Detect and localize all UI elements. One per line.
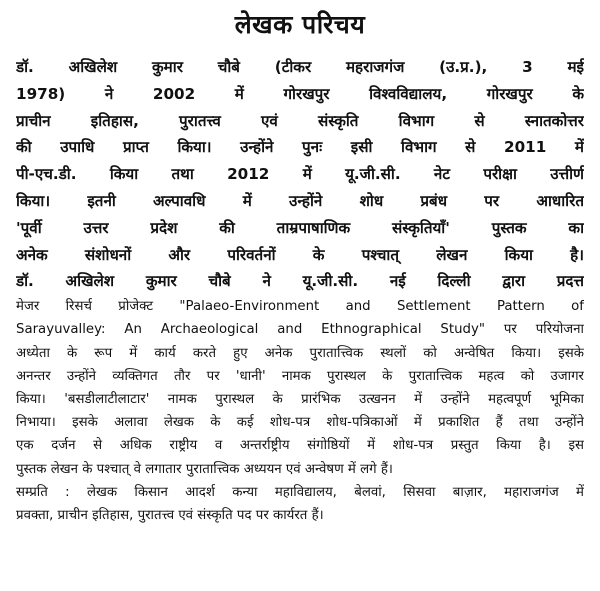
bold-text-line: पी-एच.डी. किया तथा 2012 में यू.जी.सी. नेट परीक्षा उत्तीर्ण — [16, 165, 584, 184]
page-title: लेखक परिचय — [234, 10, 366, 39]
bold-text-line: डॉ. अखिलेश कुमार चौबे (टीकर महराजगंज (उ.प्र.), 3 मई — [16, 58, 584, 76]
bold-text-line: डॉ. अखिलेश कुमार चौबे ने यू.जी.सी. नई दिल्ली द्वारा प्रदत्त — [16, 272, 584, 291]
regular-text-line: निभाया। इसके अलावा लेखक के कई शोध-पत्र शोध-पत्रिकाओं में प्रकाशित हैं तथा उन्होंने — [16, 415, 584, 431]
regular-text-line: अध्येता के रूप में कार्य करते हुए अनेक पुरातात्त्विक स्थलों को अन्वेषित किया। इसके — [16, 345, 584, 361]
bold-text-line: की उपाधि प्राप्त किया। उन्होंने पुनः इसी विभाग से 2011 में — [16, 138, 584, 157]
regular-text-line: प्रवक्ता, प्राचीन इतिहास, पुरातत्त्व एवं संस्कृति पद पर कार्यरत हैं। — [16, 508, 324, 523]
bold-text-line: 1978) ने 2002 में गोरखपुर विश्वविद्यालय, गोरखपुर के — [16, 84, 584, 103]
author-intro-bold-paragraph — [16, 54, 584, 295]
regular-text-line: किया। 'बसडीलाटीलाटार' नामक पुरास्थल के प्रारंभिक उत्खनन में उन्होंने महत्वपूर्ण भूमिका — [16, 391, 584, 407]
bold-text-line: प्राचीन इतिहास, पुरातत्त्व एवं संस्कृति विभाग से स्नातकोत्तर — [16, 111, 584, 130]
regular-text-line: Sarayuvalley: An Archaeological and Ethnographical Study" पर परियोजना — [16, 322, 584, 338]
bold-text-line: किया। इतनी अल्पावधि में उन्होंने शोध प्रबंध पर आधारित — [16, 191, 584, 210]
bold-text-line: 'पूर्वी उत्तर प्रदेश की ताम्रपाषाणिक संस्कृतियाँ' पुस्तक का — [16, 218, 584, 237]
regular-text-line: पुस्तक लेखन के पश्चात् वे लगातार पुरातात्त्विक अध्ययन एवं अन्वेषण में लगे हैं। — [16, 461, 393, 477]
regular-text-line: सम्प्रति : लेखक किसान आदर्श कन्या महाविद्यालय, बेलवां, सिसवा बाज़ार, महाराजगंज में — [16, 484, 584, 500]
author-details-paragraph — [16, 295, 584, 527]
regular-text-line: एक दर्जन से अधिक राष्ट्रीय व अन्तर्राष्ट्रीय संगोष्ठियों में शोध-पत्र प्रस्तुत किया है। इस — [16, 438, 584, 454]
regular-text-line: अनन्तर उन्होंने व्यक्तिगत तौर पर 'धानी' नामक पुरास्थल के पुरातात्त्विक महत्व को उजागर — [16, 368, 584, 384]
regular-text-line: मेजर रिसर्च प्रोजेक्ट "Palaeo-Environment and Settlement Pattern of — [16, 299, 584, 315]
bold-text-line: अनेक संशोधनों और परिवर्तनों के पश्चात् लेखन किया है। — [16, 245, 584, 264]
